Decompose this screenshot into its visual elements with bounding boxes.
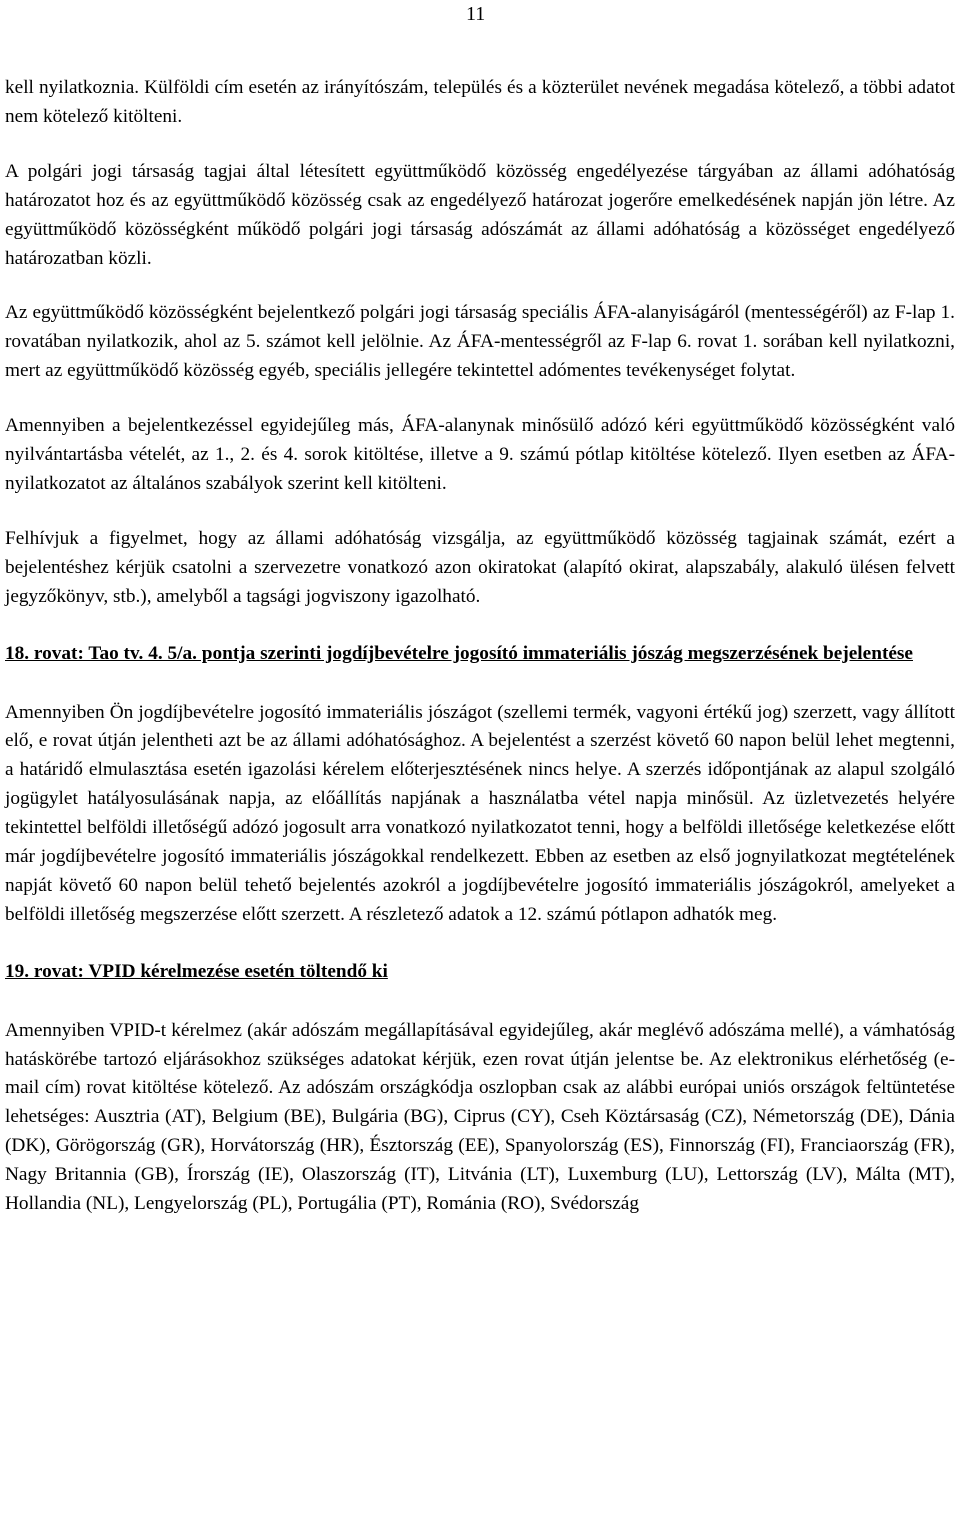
section-19-paragraph: Amennyiben VPID-t kérelmez (akár adószám megállapításával egyidejűleg, akár meglévő adószáma mellé), a vámhatóság hatáskörébe tartozó eljárásokhoz szükséges adatokat kérjük, ezen rovat útján jelentse be. Az elektronikus elérhetőség (e-mail cím) rovat kitöltése kötelező. Az adószám országkódja oszlopban csak az alábbi európai uniós országok feltüntetése lehetséges: Ausztria (AT), Belgium (BE), Bulgária (BG), Ciprus (CY), Cseh Köztársaság (CZ), Németország (DE), Dánia (DK), Görögország (GR), Horvátország (HR), Észtország (EE), Spanyolország (ES), Finnország (FI), Franciaország (FR), Nagy Britannia (GB), Írország (IE), Olaszország (IT), Litvánia (LT), Luxemburg (LU), Lettország (LV), Málta (MT), Hollandia (NL), Lengyelország (PL), Portugália (PT), Románia (RO), Svédország xyxy=(5,1019,955,1215)
page-number: 11 xyxy=(466,3,486,25)
paragraph-vat-registration: Amennyiben a bejelentkezéssel egyidejűleg más, ÁFA-alanynak minősülő adózó kéri együttműködő közösségként való nyilvántartásba vételét, az 1., 2. és 4. sorok kitöltése, illetve a 9. számú pótlap kitöltése kötelező. Ilyen esetben az ÁFA-nyilatkozatot az általános szabályok szerint kell kitölteni. xyxy=(5,415,955,494)
section-19-heading: 19. rovat: VPID kérelmezése esetén töltendő ki xyxy=(5,960,388,982)
document-body xyxy=(5,74,955,1245)
section-18-heading: 18. rovat: Tao tv. 4. 5/a. pontja szerinti jogdíjbevételre jogosító immateriális jószág megszerzésének bejelentése xyxy=(5,642,913,664)
paragraph-community-approval: A polgári jogi társaság tagjai által létesített együttműködő közösség engedélyezése tárgyában az állami adóhatóság határozatot hoz és az együttműködő közösség csak az engedélyező határozat jogerőre emelkedésének napján jön létre. Az együttműködő közösségként működő polgári jogi társaság adószámát az állami adóhatóság a közösséget engedélyező határozatban közli. xyxy=(5,160,955,269)
paragraph-address-note: kell nyilatkoznia. Külföldi cím esetén az irányítószám, település és a közterület nevének megadása kötelező, a többi adatot nem kötelező kitölteni. xyxy=(5,77,955,127)
paragraph-membership-documents: Felhívjuk a figyelmet, hogy az állami adóhatóság vizsgálja, az együttműködő közösség tagjainak számát, ezért a bejelentéshez kérjük csatolni a szervezetre vonatkozó azon okiratokat (alapító okirat, alapszabály, alakuló ülésen felvett jegyzőkönyv, stb.), amelyből a tagsági jogviszony igazolható. xyxy=(5,527,955,607)
section-18-paragraph: Amennyiben Ön jogdíjbevételre jogosító immateriális jószágot (szellemi termék, vagyoni értékű jog) szerzett, vagy állított elő, e rovat útján jelentheti azt be az állami adóhatósághoz. A bejelentést a szerzést követő 60 napon belül lehet megtenni, a határidő elmulasztása esetén igazolási kérelem előterjesztésének nincs helye. A szerzés időpontjának az alapul szolgáló jogügylet hatályosulásának napja, az előállítás napjának a használatba vétel napja minősül. Az üzletvezetés helyére tekintettel belföldi illetőségű adózó jogosult arra vonatkozó nyilatkozatot tenni, hogy a belföldi illetősége keletkezése előtt már jogdíjbevételre jogosító immateriális jószágokkal rendelkezett. Ebben az esetben az első jognyilatkozat megtételének napját követő 60 napon belül tehető bejelentés azokról a jogdíjbevételre jogosító immateriális jószágokról, amelyeket a belföldi illetőség megszerzése előtt szerzett. A részletező adatok a 12. számú pótlapon adhatók meg. xyxy=(5,701,955,925)
paragraph-vat-exemption: Az együttműködő közösségként bejelentkező polgári jogi társaság speciális ÁFA-alanyiságáról (mentességéről) az F-lap 1. rovatában nyilatkozik, ahol az 5. számot kell jelölnie. Az ÁFA-mentességről az F-lap 6. rovat 1. sorában kell nyilatkozni, mert az együttműködő közösség egyéb, speciális jellegére tekintettel adómentes tevékenységet folytat. xyxy=(5,302,955,382)
